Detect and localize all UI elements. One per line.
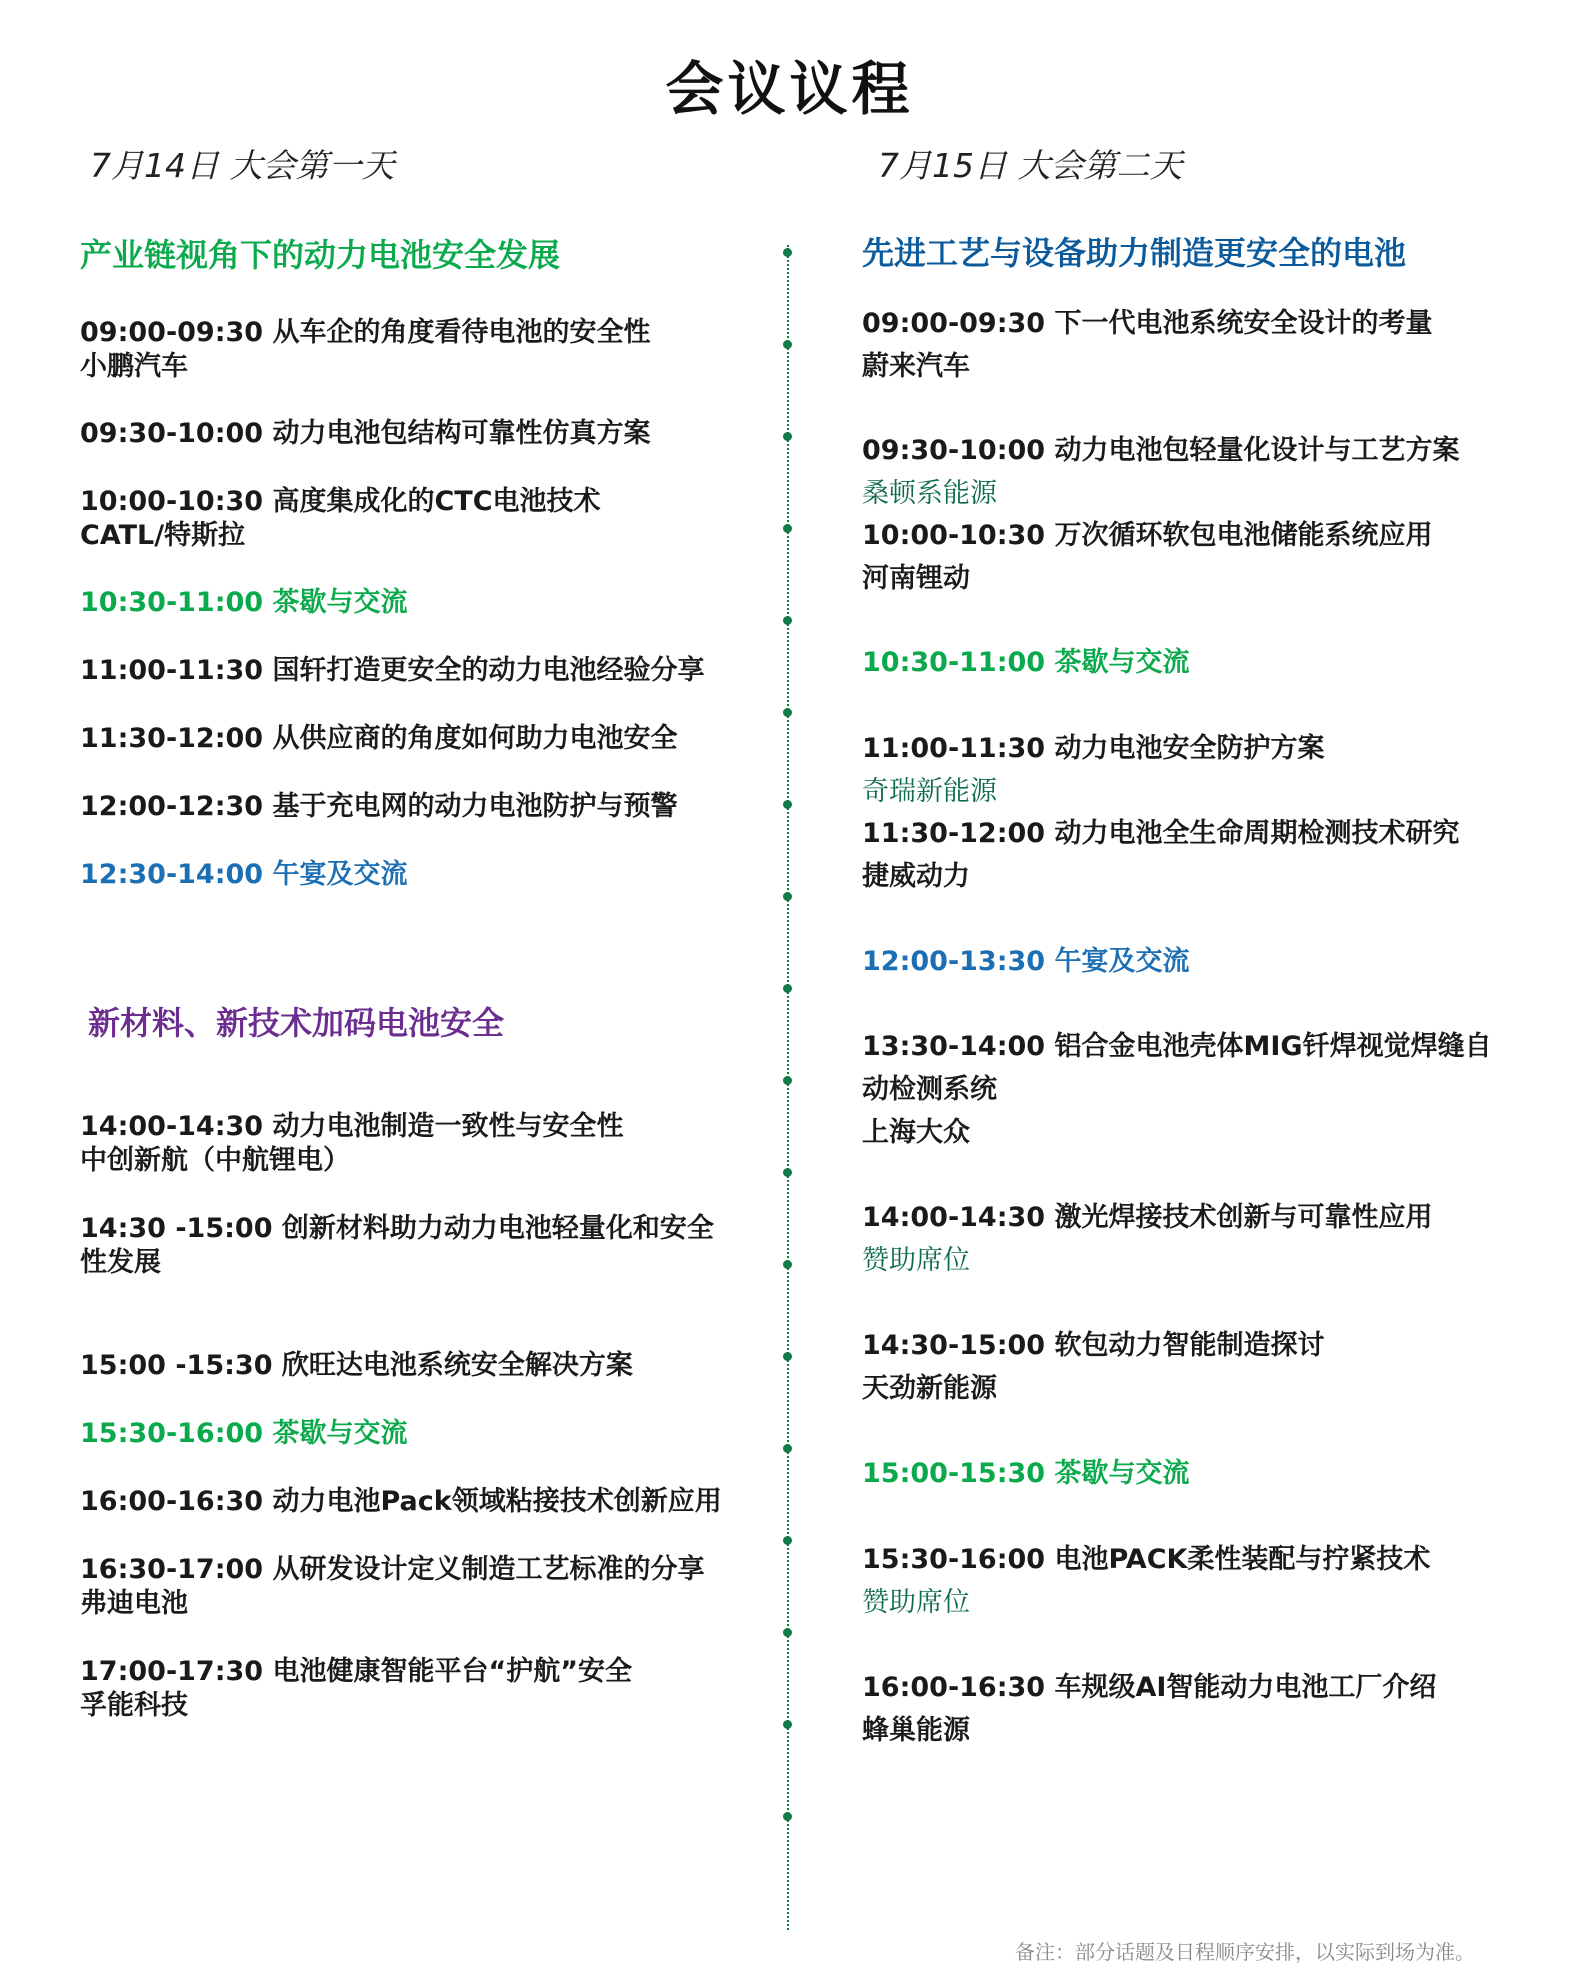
agenda-item-speaker: 天劲新能源 [862, 1373, 997, 1404]
timeline-dot [783, 1168, 792, 1177]
agenda-item-line: 15:30-16:00 电池PACK柔性装配与拧紧技术 [862, 1544, 1431, 1575]
agenda-item-speaker: 蔚来汽车 [862, 351, 970, 382]
agenda-break: 15:30-16:00 茶歇与交流 [80, 1418, 408, 1449]
timeline-dot [783, 1536, 792, 1545]
timeline-divider [787, 245, 789, 1930]
agenda-item-speaker: CATL/特斯拉 [80, 520, 246, 551]
agenda-item-speaker: 奇瑞新能源 [862, 776, 997, 807]
agenda-item-line: 11:00-11:30 国轩打造更安全的动力电池经验分享 [80, 655, 705, 686]
timeline-dot [783, 1628, 792, 1637]
agenda-break: 10:30-11:00 茶歇与交流 [862, 647, 1190, 678]
day1-section1-title: 产业链视角下的动力电池安全发展 [80, 236, 561, 274]
timeline-dot [783, 984, 792, 993]
agenda-item-line: 16:00-16:30 动力电池Pack领域粘接技术创新应用 [80, 1486, 722, 1517]
agenda-item-speaker: 蜂巢能源 [862, 1715, 970, 1746]
agenda-item-line: 11:30-12:00 动力电池全生命周期检测技术研究 [862, 818, 1460, 849]
day2-label: 7月15日 大会第二天 [878, 146, 1183, 185]
timeline-dot [783, 1260, 792, 1269]
timeline-dot [783, 340, 792, 349]
timeline-dot [783, 892, 792, 901]
agenda-item-speaker: 河南锂动 [862, 563, 970, 594]
agenda-item-line: 09:00-09:30 下一代电池系统安全设计的考量 [862, 308, 1433, 339]
agenda-item-speaker: 赞助席位 [862, 1245, 970, 1276]
timeline-dot [783, 1720, 792, 1729]
agenda-item-line: 17:00-17:30 电池健康智能平台“护航”安全 [80, 1656, 632, 1687]
day2-section1-title: 先进工艺与设备助力制造更安全的电池 [862, 234, 1407, 272]
timeline-dot [783, 524, 792, 533]
agenda-item-line: 10:00-10:30 万次循环软包电池储能系统应用 [862, 520, 1433, 551]
agenda-item-line: 11:30-12:00 从供应商的角度如何助力电池安全 [80, 723, 678, 754]
agenda-item-line: 10:00-10:30 高度集成化的CTC电池技术 [80, 486, 601, 517]
timeline-dot [783, 432, 792, 441]
agenda-item-line: 14:30 -15:00 创新材料助力动力电池轻量化和安全 [80, 1213, 714, 1244]
day1-section2-title: 新材料、新技术加码电池安全 [88, 1004, 505, 1042]
agenda-lunch: 12:30-14:00 午宴及交流 [80, 859, 408, 890]
agenda-item-speaker: 桑顿系能源 [862, 478, 997, 509]
agenda-item-line-cont: 动检测系统 [862, 1074, 997, 1105]
agenda-item-line: 14:00-14:30 动力电池制造一致性与安全性 [80, 1111, 624, 1142]
footnote: 备注：部分话题及日程顺序安排，以实际到场为准。 [1015, 1940, 1475, 1964]
agenda-item-line-cont: 性发展 [80, 1247, 161, 1278]
agenda-item-line: 09:00-09:30 从车企的角度看待电池的安全性 [80, 317, 651, 348]
timeline-dot [783, 616, 792, 625]
agenda-item-line: 11:00-11:30 动力电池安全防护方案 [862, 733, 1325, 764]
agenda-item-line: 16:00-16:30 车规级AI智能动力电池工厂介绍 [862, 1672, 1437, 1703]
agenda-break: 15:00-15:30 茶歇与交流 [862, 1458, 1190, 1489]
agenda-item-speaker: 弗迪电池 [80, 1588, 188, 1619]
agenda-item-line: 09:30-10:00 动力电池包结构可靠性仿真方案 [80, 418, 651, 449]
agenda-item-line: 14:00-14:30 激光焊接技术创新与可靠性应用 [862, 1202, 1433, 1233]
timeline-dot [783, 1076, 792, 1085]
agenda-item-speaker: 捷威动力 [862, 861, 970, 892]
agenda-item-line: 16:30-17:00 从研发设计定义制造工艺标准的分享 [80, 1554, 705, 1585]
timeline-dot [783, 1444, 792, 1453]
agenda-item-line: 12:00-12:30 基于充电网的动力电池防护与预警 [80, 791, 678, 822]
agenda-item-line: 13:30-14:00 铝合金电池壳体MIG钎焊视觉焊缝自 [862, 1031, 1492, 1062]
timeline-dot [783, 1812, 792, 1821]
day1-label: 7月14日 大会第一天 [90, 146, 395, 185]
agenda-item-line: 14:30-15:00 软包动力智能制造探讨 [862, 1330, 1325, 1361]
timeline-dot [783, 248, 792, 257]
page-title: 会议议程 [665, 55, 914, 123]
agenda-item-speaker: 小鹏汽车 [80, 351, 188, 382]
agenda-lunch: 12:00-13:30 午宴及交流 [862, 946, 1190, 977]
agenda-item-speaker: 中创新航（中航锂电） [80, 1145, 350, 1176]
timeline-dot [783, 800, 792, 809]
agenda-item-speaker: 孚能科技 [80, 1690, 188, 1721]
agenda-item-line: 09:30-10:00 动力电池包轻量化设计与工艺方案 [862, 435, 1460, 466]
timeline-dot [783, 1352, 792, 1361]
timeline-dot [783, 708, 792, 717]
agenda-item-speaker: 上海大众 [862, 1117, 970, 1148]
agenda-item-line: 15:00 -15:30 欣旺达电池系统安全解决方案 [80, 1350, 633, 1381]
agenda-item-speaker: 赞助席位 [862, 1587, 970, 1618]
agenda-break: 10:30-11:00 茶歇与交流 [80, 587, 408, 618]
